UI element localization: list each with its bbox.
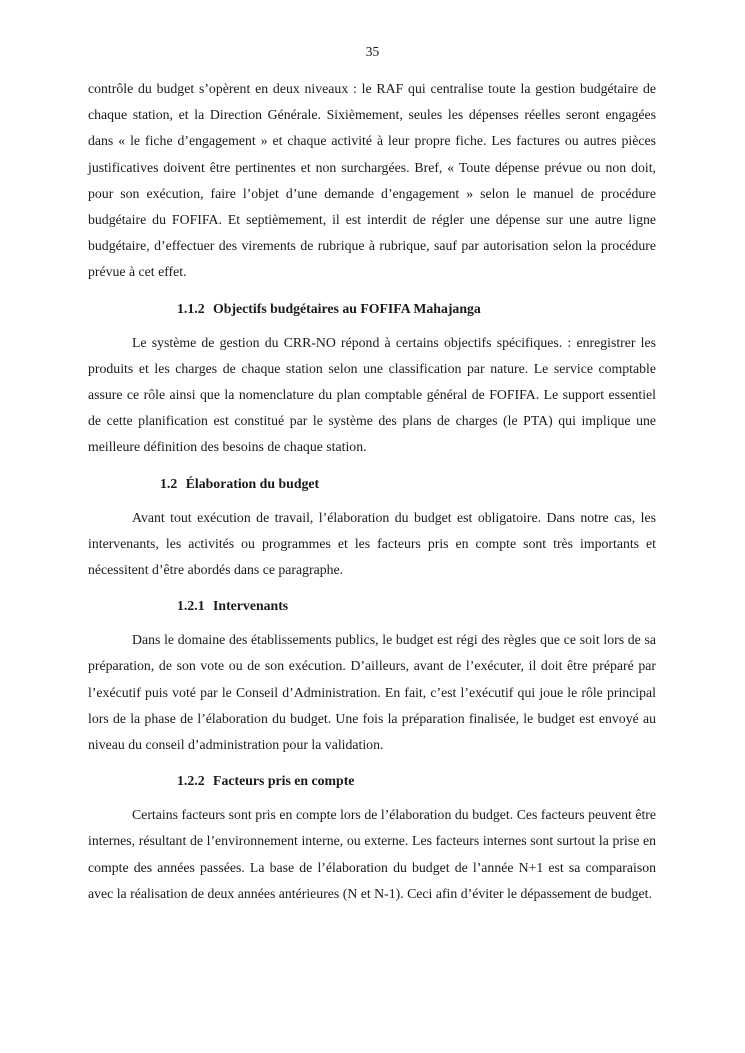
paragraph-budget-control: contrôle du budget s’opèrent en deux niveaux : le RAF qui centralise toute la gestion budgétaire de chaque station, et la Direction Générale. Sixièmement, seules les dépenses réelles seront engagées dans « le fiche d’engagement » et chaque activité à leur propre fiche. Les factures ou autres pièces justificatives doivent être pertinentes et non surchargées. Bref, « Toute dépense prévue ou non doit, pour son exécution, faire l’objet d’une demande d’engagement » selon le manuel de procédure budgétaire du FOFIFA. Et septièmement, il est interdit de régler une dépense sur une autre ligne budgétaire, d’effectuer des virements de rubrique à rubrique, sauf par autorisation selon la procédure prévue à cet effet.	[88, 81, 656, 280]
heading-objectifs-budgetaires	[88, 299, 656, 319]
heading-title: Intervenants	[213, 598, 289, 614]
page-number: 35	[365, 44, 380, 59]
heading-intervenants	[88, 596, 656, 616]
paragraph-intervenants: Dans le domaine des établissements publics, le budget est régi des règles que ce soit lors de sa préparation, de son vote ou de son exécution. D’ailleurs, avant de l’exécuter, il doit être préparé par l’exécutif puis voté par le Conseil d’Administration. En fait, c’est l’exécutif qui joue le rôle principal lors de la phase de l’élaboration du budget. Une fois la préparation finalisée, le budget est envoyé au niveau du conseil d’administration pour la validation.	[88, 632, 656, 753]
heading-title: Élaboration du budget	[185, 475, 320, 491]
heading-number: 1.2	[160, 475, 178, 491]
heading-facteurs	[88, 771, 656, 791]
heading-number: 1.1.2	[177, 300, 205, 316]
page-body	[88, 76, 656, 907]
paragraph-facteurs: Certains facteurs sont pris en compte lors de l’élaboration du budget. Ces facteurs peuvent être internes, résultant de l’environnement interne, ou externe. Les facteurs internes sont surtout la prise en compte des années passées. La base de l’élaboration du budget de l’année N+1 est sa comparaison avec la réalisation de deux années antérieures (N et N-1). Ceci afin d’éviter le dépassement de budget.	[88, 807, 656, 901]
heading-title: Facteurs pris en compte	[213, 773, 355, 789]
heading-number: 1.2.1	[177, 598, 205, 614]
paragraph-elaboration: Avant tout exécution de travail, l’élaboration du budget est obligatoire. Dans notre cas, les intervenants, les activités ou programmes et les facteurs pris en compte sont très importants et nécessitent d’être abordés dans ce paragraphe.	[88, 509, 656, 578]
heading-number: 1.2.2	[177, 773, 205, 789]
heading-elaboration-budget	[88, 474, 656, 494]
paragraph-objectifs: Le système de gestion du CRR-NO répond à certains objectifs spécifiques. : enregistrer les produits et les charges de chaque station selon une classification par nature. Le service comptable assure ce rôle ainsi que la nomenclature du plan comptable général de FOFIFA. Le support essentiel de cette planification est constitué par le système des plans de charges (le PTA) qui implique une meilleure définition des besoins de chaque station.	[88, 334, 656, 455]
heading-title: Objectifs budgétaires au FOFIFA Mahajanga	[213, 300, 481, 316]
